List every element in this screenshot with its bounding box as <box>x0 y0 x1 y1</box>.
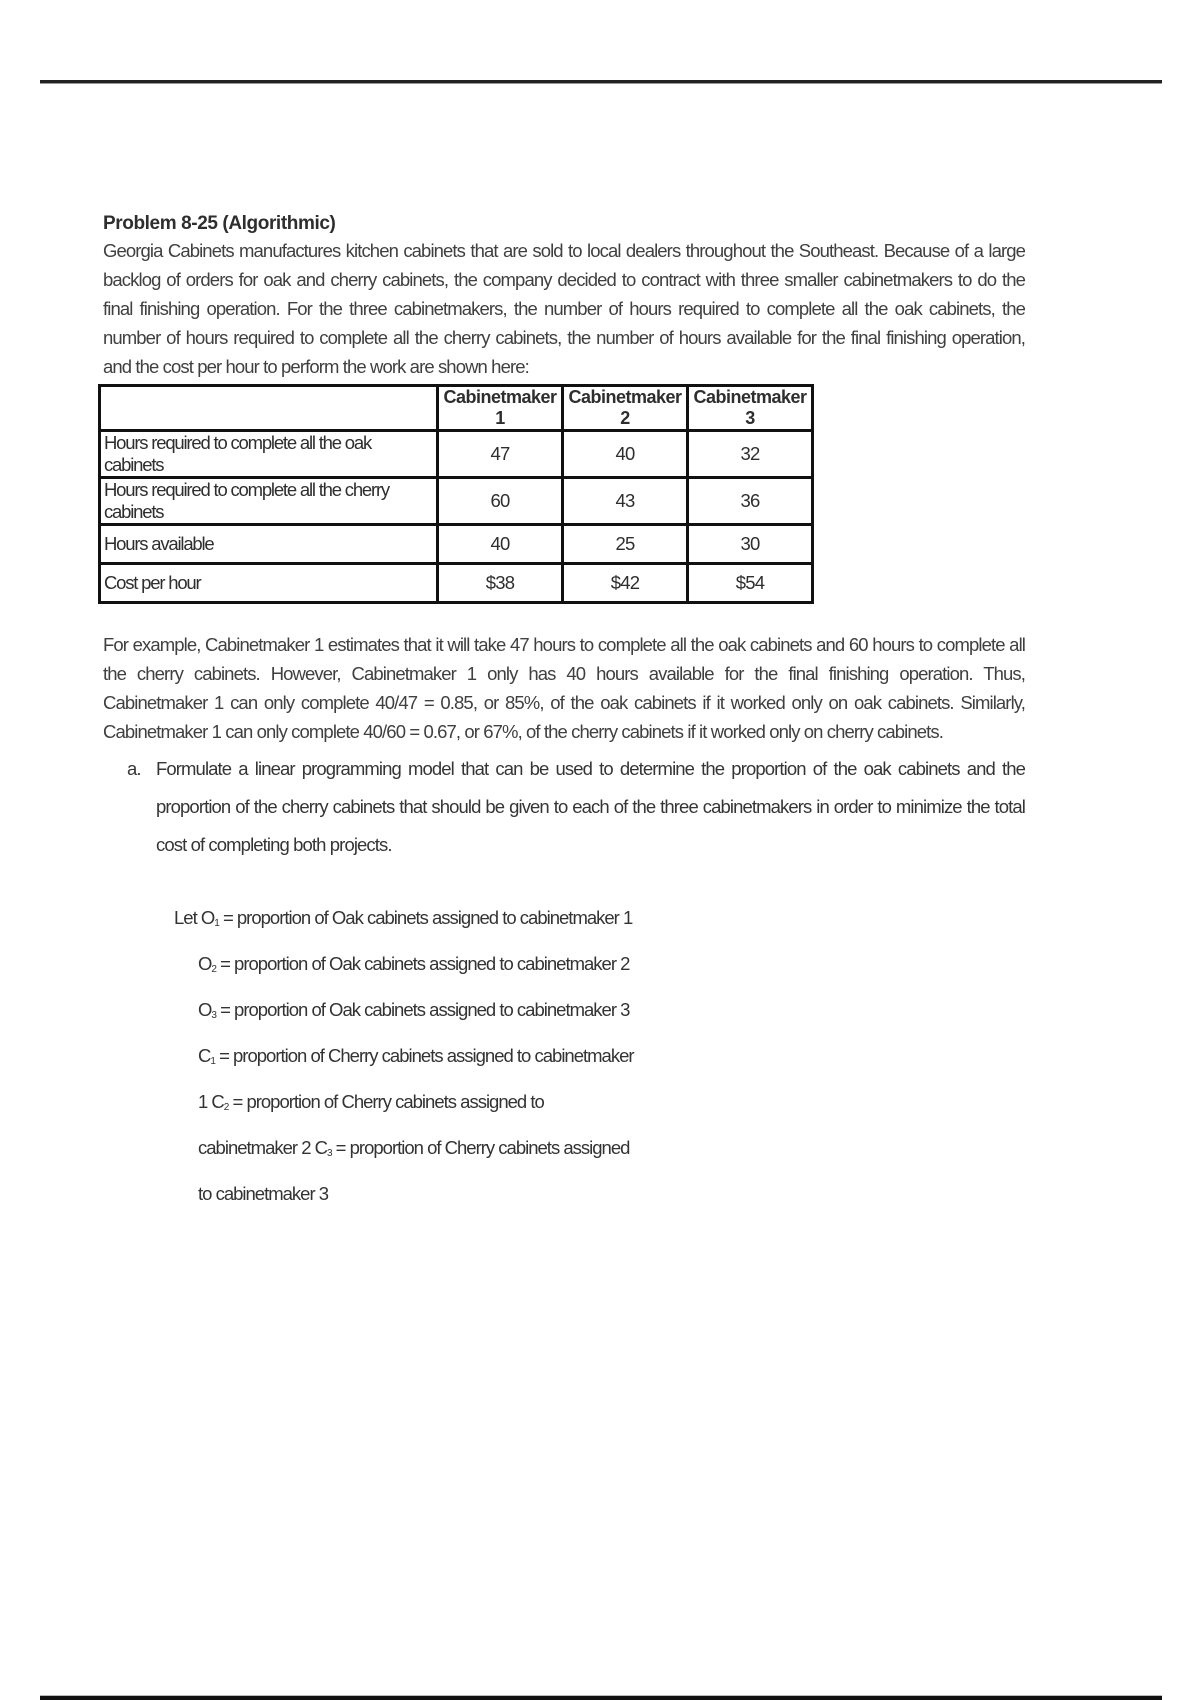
var-definition: = proportion of Oak cabinets assigned to cabinetmaker 2 <box>215 953 630 974</box>
var-definition: = proportion of Cherry cabinets assigned to <box>228 1091 544 1112</box>
variable-line <box>174 1036 634 1082</box>
var-subscript: 2 <box>223 1102 229 1113</box>
table-row <box>100 525 813 564</box>
row-label: Cost per hour <box>100 564 438 603</box>
problem-intro: Georgia Cabinets manufactures kitchen cabinets that are sold to local dealers throughout the Southeast. Because of a large backlog of orders for oak and cherry cabinets, the company decided to contract with three smaller cabinetmakers to do the final finishing operation. For the three cabinetmakers, the number of hours required to complete all the oak cabinets, the number of hours required to complete all the cherry cabinets, the number of hours available for the final finishing operation, and the cost per hour to perform the work are shown here: <box>103 240 1025 377</box>
var-subscript: 1 <box>214 918 219 929</box>
variable-line <box>174 1128 630 1174</box>
variable-definitions <box>174 898 634 1214</box>
table-cell: 30 <box>688 525 813 564</box>
variable-line <box>174 1082 594 1128</box>
table-header-cell: Cabinetmaker 3 <box>688 386 813 431</box>
table-cell: $38 <box>438 564 563 603</box>
table-header-cell: Cabinetmaker 2 <box>563 386 688 431</box>
variable-line: to cabinetmaker 3 <box>198 1183 329 1204</box>
var-definition: = proportion of Cherry cabinets assigned to cabinetmaker <box>214 1045 634 1066</box>
variable-line <box>174 990 630 1036</box>
variable-line <box>174 898 633 944</box>
row-label: Hours required to complete all the cherry cabinets <box>100 478 438 525</box>
header-rule <box>40 80 1162 84</box>
table-cell: 60 <box>438 478 563 525</box>
part-a-text: Formulate a linear programming model that can be used to determine the proportion of the oak cabinets and the proportion of the cherry cabinets that should be given to each of the three cabinetmakers in order to minimize the total cost of completing both projects. <box>156 758 1025 855</box>
var-definition: = proportion of Oak cabinets assigned to cabinetmaker 3 <box>215 999 630 1020</box>
table-row <box>100 478 813 525</box>
var-symbol: O <box>198 953 212 974</box>
row-label: Hours available <box>100 525 438 564</box>
var-symbol: O <box>198 999 212 1020</box>
table-row <box>100 431 813 478</box>
part-a-marker: a. <box>127 758 141 779</box>
table-cell: 47 <box>438 431 563 478</box>
example-paragraph: For example, Cabinetmaker 1 estimates that it will take 47 hours to complete all the oak cabinets and 60 hours to complete all the cherry cabinets. However, Cabinetmaker 1 only has 40 hours available for the final finishing operation. Thus, Cabinetmaker 1 can only complete 40/47 = 0.85, or 85%, of the oak cabinets if it worked only on oak cabinets. Similarly, Cabinetmaker 1 can only complete 40/60 = 0.67, or 67%, of the cherry cabinets if it worked only on cherry cabinets. <box>103 634 1025 742</box>
table-cell: $42 <box>563 564 688 603</box>
table-cell: 32 <box>688 431 813 478</box>
table-cell: 40 <box>563 431 688 478</box>
var-subscript: 3 <box>326 1148 332 1159</box>
var-symbol: 1 C <box>198 1091 224 1112</box>
table-header-row <box>100 386 813 431</box>
var-subscript: 3 <box>211 1010 216 1021</box>
table-cell: 25 <box>563 525 688 564</box>
table-cell: 36 <box>688 478 813 525</box>
variable-line <box>174 944 630 990</box>
footer-rule <box>40 1695 1162 1700</box>
var-definition: = proportion of Cherry cabinets assigned <box>331 1137 630 1158</box>
table-row <box>100 564 813 603</box>
table-header-blank <box>100 386 438 431</box>
table-header-cell: Cabinetmaker 1 <box>438 386 563 431</box>
var-subscript: 1 <box>210 1056 215 1067</box>
cabinetmaker-table <box>98 384 814 604</box>
part-a <box>127 750 1025 864</box>
var-symbol: Let O <box>174 907 215 928</box>
var-definition: = proportion of Oak cabinets assigned to cabinetmaker 1 <box>218 907 633 928</box>
row-label: Hours required to complete all the oak cabinets <box>100 431 438 478</box>
var-symbol: C <box>198 1045 211 1066</box>
problem-content <box>103 211 1025 1214</box>
problem-title: Problem 8-25 (Algorithmic) <box>103 213 336 234</box>
var-symbol: cabinetmaker 2 C <box>198 1137 327 1158</box>
table-cell: 43 <box>563 478 688 525</box>
var-subscript: 2 <box>211 964 216 975</box>
table-cell: $54 <box>688 564 813 603</box>
table-cell: 40 <box>438 525 563 564</box>
